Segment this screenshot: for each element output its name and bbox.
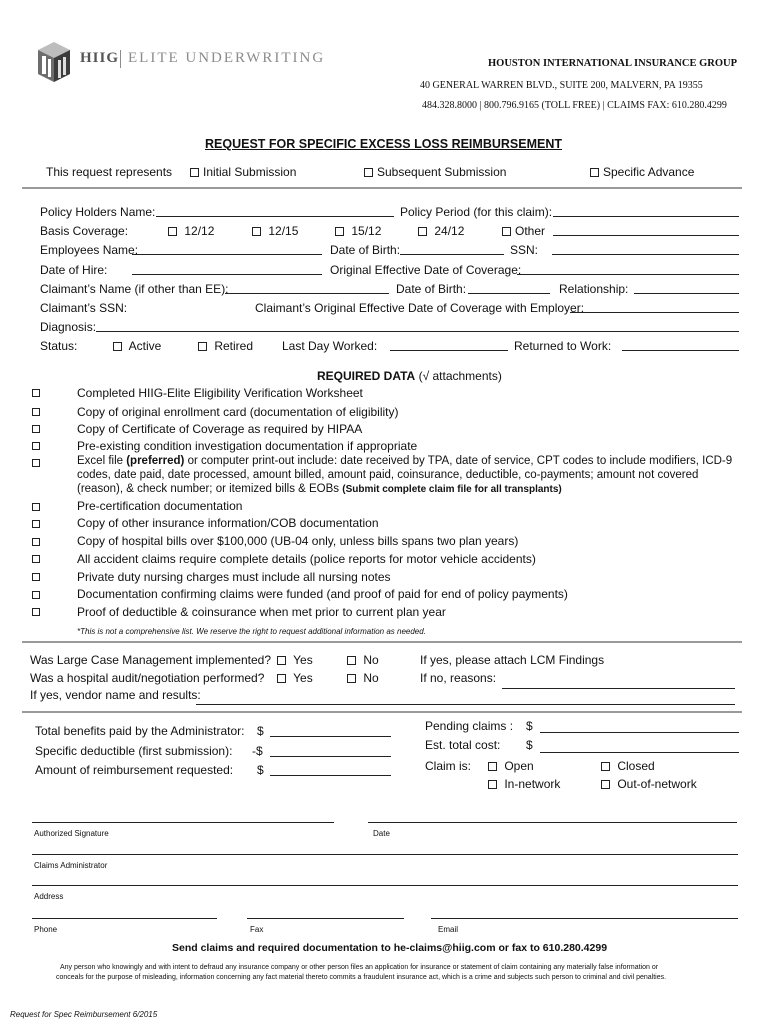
- required-item[interactable]: [32, 439, 40, 453]
- pending-claims-label: Pending claims :: [425, 719, 514, 733]
- checkbox[interactable]: [32, 459, 40, 467]
- basis-other-option[interactable]: Other: [502, 224, 545, 238]
- required-item[interactable]: [32, 570, 40, 584]
- reimbursement-field[interactable]: [270, 775, 391, 776]
- hiig-logo: [34, 40, 334, 84]
- lcm-yes-option[interactable]: Yes: [277, 653, 313, 667]
- basis-other-field[interactable]: [553, 235, 739, 236]
- fax-field[interactable]: [247, 918, 404, 919]
- est-total-cost-dollar: $: [526, 738, 533, 752]
- checkbox[interactable]: [32, 442, 40, 450]
- checkbox[interactable]: [488, 762, 497, 771]
- basis-15-12-option[interactable]: 15/12: [335, 224, 381, 238]
- required-item[interactable]: [32, 535, 40, 549]
- required-item[interactable]: [32, 386, 40, 400]
- policy-holders-label: Policy Holders Name:: [40, 205, 156, 219]
- required-item[interactable]: [32, 500, 40, 514]
- checkbox[interactable]: [364, 168, 373, 177]
- required-item-label: Copy of other insurance information/COB documentation: [77, 516, 379, 530]
- date-field[interactable]: [368, 822, 737, 823]
- required-item-label: Proof of deductible & coinsurance when met prior to current plan year: [77, 605, 446, 619]
- vendor-field[interactable]: [196, 704, 735, 705]
- checkbox[interactable]: [32, 555, 40, 563]
- checkbox[interactable]: [335, 227, 344, 236]
- last-day-worked-label: Last Day Worked:: [282, 339, 378, 353]
- checkbox[interactable]: [590, 168, 599, 177]
- section-divider: [22, 641, 742, 643]
- claims-admin-field[interactable]: [32, 854, 738, 855]
- checkbox[interactable]: [190, 168, 199, 177]
- required-data-heading: REQUIRED DATA (√ attachments): [317, 369, 502, 383]
- policy-period-label: Policy Period (for this claim):: [400, 205, 553, 219]
- checkbox[interactable]: [32, 408, 40, 416]
- required-item[interactable]: [32, 517, 40, 531]
- checkbox[interactable]: [32, 425, 40, 433]
- policy-holders-field[interactable]: [156, 216, 394, 217]
- fax-label: Fax: [250, 925, 264, 934]
- claim-closed-option[interactable]: Closed: [601, 759, 655, 773]
- claimant-dob-field[interactable]: [468, 293, 550, 294]
- fraud-warning-line2: conceals for the purpose of misleading, information concerning any fact material thereto commits a fraudulent insurance act, which is a crime and subjects such person to criminal and civil penalties.: [56, 974, 667, 981]
- reimbursement-label: Amount of reimbursement requested:: [35, 763, 234, 777]
- excel-item-line1: Excel file (preferred) or computer print-out include: date received by TPA, date of service, CPT codes to include modifiers, ICD-9: [77, 455, 733, 467]
- company-address: 40 GENERAL WARREN BLVD., SUITE 200, MALVERN, PA 19355: [420, 80, 703, 91]
- checkbox[interactable]: [502, 227, 511, 236]
- claim-in-network-option[interactable]: In-network: [488, 777, 560, 791]
- required-item-label: Copy of original enrollment card (documentation of eligibility): [77, 405, 399, 419]
- checkbox[interactable]: [347, 674, 356, 683]
- required-item[interactable]: [32, 456, 40, 470]
- checkbox[interactable]: [32, 389, 40, 397]
- est-total-cost-label: Est. total cost:: [425, 738, 501, 752]
- required-item[interactable]: [32, 588, 40, 602]
- policy-period-field[interactable]: [553, 216, 739, 217]
- returned-to-work-field[interactable]: [622, 350, 739, 351]
- claim-out-network-option[interactable]: Out-of-network: [601, 777, 697, 791]
- orig-eff-date-label: Original Effective Date of Coverage:: [330, 263, 522, 277]
- pending-claims-field[interactable]: [540, 732, 739, 733]
- status-active-option[interactable]: Active: [113, 339, 161, 353]
- audit-followup: If no, reasons:: [420, 671, 497, 685]
- audit-question: Was a hospital audit/negotiation performed?: [30, 671, 265, 685]
- est-total-cost-field[interactable]: [540, 752, 739, 753]
- checkbox[interactable]: [601, 780, 610, 789]
- address-label: Address: [34, 892, 64, 901]
- claimant-orig-eff-field[interactable]: [570, 312, 739, 313]
- vendor-question: If yes, vendor name and results:: [30, 688, 201, 702]
- specific-deductible-dollar: -$: [252, 744, 263, 758]
- reimbursement-dollar: $: [257, 763, 264, 777]
- date-of-hire-label: Date of Hire:: [40, 263, 108, 277]
- orig-eff-date-field[interactable]: [517, 274, 739, 275]
- checkbox[interactable]: [32, 520, 40, 528]
- logo-divider: [120, 50, 121, 68]
- send-instructions: Send claims and required documentation to he-claims@hiig.com or fax to 610.280.4299: [172, 942, 608, 954]
- basis-12-15-option[interactable]: 12/15: [252, 224, 298, 238]
- employees-name-label: Employees Name:: [40, 243, 139, 257]
- ssn-label: SSN:: [510, 243, 539, 257]
- initial-submission-option[interactable]: Initial Submission: [190, 165, 296, 179]
- request-label: This request represents: [46, 165, 173, 179]
- claimant-name-field[interactable]: [225, 293, 389, 294]
- email-label: Email: [438, 925, 459, 934]
- returned-to-work-label: Returned to Work:: [514, 339, 612, 353]
- required-item[interactable]: [32, 405, 40, 419]
- employees-name-field[interactable]: [132, 254, 322, 255]
- diagnosis-label: Diagnosis:: [40, 320, 97, 334]
- diagnosis-field[interactable]: [96, 331, 739, 332]
- checkbox[interactable]: [277, 656, 286, 665]
- checkbox[interactable]: [347, 656, 356, 665]
- authorized-signature-label: Authorized Signature: [34, 829, 109, 838]
- required-item-label: Completed HIIG-Elite Eligibility Verification Worksheet: [77, 386, 363, 400]
- relationship-label: Relationship:: [559, 282, 629, 296]
- required-item-label: All accident claims require complete details (police reports for motor vehicle accidents): [77, 552, 536, 566]
- lcm-followup: If yes, please attach LCM Findings: [420, 653, 605, 667]
- status-label: Status:: [40, 339, 78, 353]
- audit-no-option[interactable]: No: [347, 671, 379, 685]
- checkbox[interactable]: [32, 503, 40, 511]
- checkbox[interactable]: [32, 591, 40, 599]
- total-benefits-field[interactable]: [270, 736, 391, 737]
- claim-is-label: Claim is:: [425, 759, 472, 773]
- checkbox[interactable]: [418, 227, 427, 236]
- claimant-orig-eff-label: Claimant’s Original Effective Date of Coverage with Employer:: [255, 301, 585, 315]
- required-item[interactable]: [32, 552, 40, 566]
- required-item[interactable]: [32, 605, 40, 619]
- specific-advance-option[interactable]: Specific Advance: [590, 165, 694, 179]
- section-divider: [22, 187, 742, 189]
- phone-label: Phone: [34, 925, 58, 934]
- checkbox[interactable]: [488, 780, 497, 789]
- excel-item-line3: (reason), & check number; or itemized bills & EOBs (Submit complete claim file for all transplants): [77, 483, 562, 495]
- required-item-label: Pre-certification documentation: [77, 499, 243, 513]
- required-note: *This is not a comprehensive list. We reserve the right to request additional information as needed.: [77, 627, 426, 636]
- total-benefits-dollar: $: [257, 724, 264, 738]
- lcm-no-option[interactable]: No: [347, 653, 379, 667]
- specific-deductible-label: Specific deductible (first submission):: [35, 744, 233, 758]
- date-of-hire-field[interactable]: [132, 274, 322, 275]
- date-label: Date: [373, 829, 390, 838]
- ssn-field[interactable]: [552, 254, 739, 255]
- form-title: REQUEST FOR SPECIFIC EXCESS LOSS REIMBURSEMENT: [205, 137, 562, 151]
- claim-open-option[interactable]: Open: [488, 759, 534, 773]
- email-field[interactable]: [431, 918, 738, 919]
- checkbox[interactable]: [168, 227, 177, 236]
- status-retired-option[interactable]: Retired: [198, 339, 253, 353]
- company-phones: 484.328.8000 | 800.796.9165 (TOLL FREE) | CLAIMS FAX: 610.280.4299: [422, 100, 727, 111]
- basis-12-12-option[interactable]: 12/12: [168, 224, 214, 238]
- required-item[interactable]: [32, 422, 40, 436]
- company-name: HOUSTON INTERNATIONAL INSURANCE GROUP: [488, 58, 738, 69]
- required-item-label: Documentation confirming claims were funded (and proof of paid for end of policy payments): [77, 587, 568, 601]
- address-field[interactable]: [32, 885, 738, 886]
- basis-24-12-option[interactable]: 24/12: [418, 224, 464, 238]
- dob-label: Date of Birth:: [330, 243, 401, 257]
- required-item-label: Pre-existing condition investigation documentation if appropriate: [77, 439, 418, 453]
- dob-field[interactable]: [400, 254, 504, 255]
- brand-name: ELITE UNDERWRITING: [128, 50, 326, 66]
- logo-text: HIIG: [80, 50, 120, 66]
- authorized-signature-field[interactable]: [32, 822, 334, 823]
- required-item-label: Copy of Certificate of Coverage as required by HIPAA: [77, 422, 363, 436]
- specific-deductible-field[interactable]: [270, 756, 391, 757]
- form-identifier: Request for Spec Reimbursement 6/2015: [10, 1010, 158, 1019]
- checkbox[interactable]: [32, 608, 40, 616]
- subsequent-submission-option[interactable]: Subsequent Submission: [364, 165, 506, 179]
- claims-admin-label: Claims Administrator: [34, 861, 108, 870]
- checkbox[interactable]: [277, 674, 286, 683]
- claimant-name-label: Claimant’s Name (if other than EE):: [40, 282, 229, 296]
- total-benefits-label: Total benefits paid by the Administrator:: [35, 724, 245, 738]
- checkbox[interactable]: [601, 762, 610, 771]
- required-item-label: Private duty nursing charges must include all nursing notes: [77, 570, 391, 584]
- fraud-warning-line1: Any person who knowingly and with intent to defraud any insurance company or other person files an application for insurance or statement of claim containing any materially false information or: [60, 964, 659, 971]
- phone-field[interactable]: [32, 918, 217, 919]
- last-day-worked-field[interactable]: [390, 350, 508, 351]
- hiig-cube-logo-icon: [34, 40, 74, 84]
- audit-yes-option[interactable]: Yes: [277, 671, 313, 685]
- pending-claims-dollar: $: [526, 719, 533, 733]
- lcm-question: Was Large Case Management implemented?: [30, 653, 272, 667]
- claimant-dob-label: Date of Birth:: [396, 282, 467, 296]
- excel-item-line2: codes, date paid, date processed, amount billed, amount paid, coinsurance, deductible, co-payments; amount not covered: [77, 469, 699, 481]
- reasons-field[interactable]: [502, 688, 735, 689]
- checkbox[interactable]: [113, 342, 122, 351]
- required-item-label: Copy of hospital bills over $100,000 (UB-04 only, unless bills spans two plan years): [77, 534, 519, 548]
- claimant-ssn-label: Claimant’s SSN:: [40, 301, 128, 315]
- checkbox[interactable]: [252, 227, 261, 236]
- relationship-field[interactable]: [634, 293, 739, 294]
- basis-coverage-label: Basis Coverage:: [40, 224, 129, 238]
- checkbox[interactable]: [198, 342, 207, 351]
- section-divider: [22, 711, 742, 713]
- checkbox[interactable]: [32, 573, 40, 581]
- checkbox[interactable]: [32, 538, 40, 546]
